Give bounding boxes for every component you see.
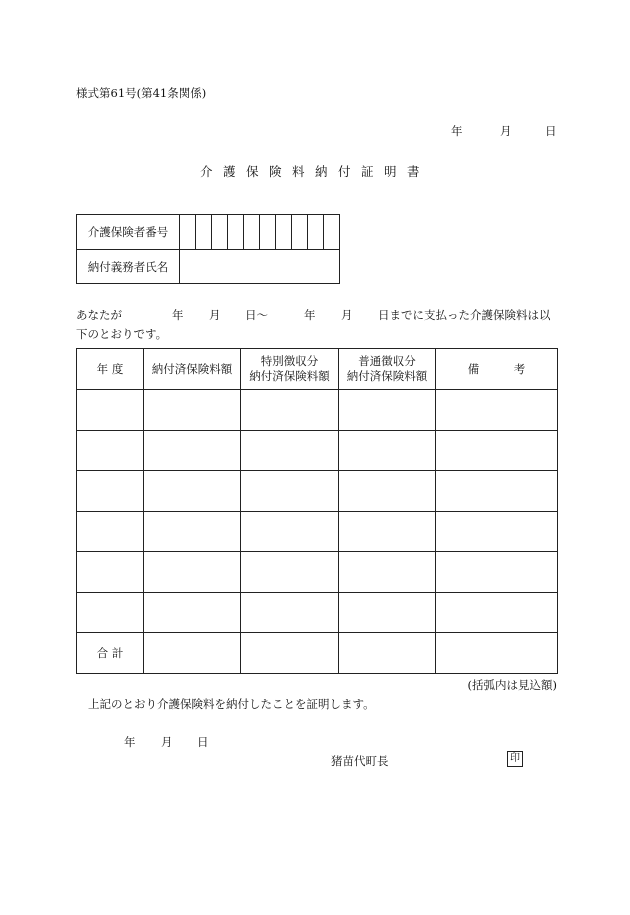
cell-fiscal-year[interactable] <box>77 592 144 633</box>
payment-table-row <box>77 471 558 512</box>
payment-table-total-row <box>77 633 558 674</box>
period-year2: 年 <box>304 308 316 322</box>
insurer-number-row <box>77 215 339 250</box>
payment-table-header <box>77 349 558 390</box>
cell-remarks[interactable] <box>436 592 558 633</box>
issuer-name: 猪苗代町長 <box>331 754 389 768</box>
period-year1: 年 <box>172 308 184 322</box>
insurer-number-digit-box[interactable] <box>308 215 324 249</box>
date-year-label: 年 <box>451 124 463 138</box>
cell-special-collection[interactable] <box>241 511 339 552</box>
insured-info-table <box>76 214 340 284</box>
cell-special-collection[interactable] <box>241 552 339 593</box>
cell-paid-amount[interactable] <box>144 430 241 471</box>
cell-remarks[interactable] <box>436 430 558 471</box>
cell-remarks[interactable] <box>436 511 558 552</box>
period-paragraph <box>76 306 560 344</box>
cell-fiscal-year[interactable] <box>77 430 144 471</box>
header-remarks: 備 考 <box>436 349 558 390</box>
period-prefix: あなたが <box>76 308 122 322</box>
cell-paid-amount[interactable] <box>144 592 241 633</box>
header-fiscal-year: 年 度 <box>77 349 144 390</box>
cell-paid-amount[interactable] <box>144 511 241 552</box>
cell-ordinary-collection[interactable] <box>339 592 436 633</box>
total-cell-ordinary-collection[interactable] <box>339 633 436 674</box>
cell-remarks[interactable] <box>436 471 558 512</box>
header-ordinary-collection: 普通徴収分 納付済保険料額 <box>339 349 436 390</box>
header-paid-amount: 納付済保険料額 <box>144 349 241 390</box>
payment-table <box>76 348 558 674</box>
date-month-label: 月 <box>500 124 512 138</box>
insurer-number-label: 介護保険者番号 <box>77 215 180 249</box>
cell-ordinary-collection[interactable] <box>339 430 436 471</box>
insurer-number-digit-box[interactable] <box>180 215 196 249</box>
payer-name-row <box>77 250 339 284</box>
cell-ordinary-collection[interactable] <box>339 511 436 552</box>
payment-table-row <box>77 552 558 593</box>
header-special-collection: 特別徴収分 納付済保険料額 <box>241 349 339 390</box>
insurer-number-digit-box[interactable] <box>260 215 276 249</box>
period-month2: 月 <box>341 308 353 322</box>
insurer-number-digit-box[interactable] <box>276 215 292 249</box>
cell-special-collection[interactable] <box>241 390 339 431</box>
cell-special-collection[interactable] <box>241 471 339 512</box>
payer-name-label: 納付義務者氏名 <box>77 250 180 284</box>
cell-fiscal-year[interactable] <box>77 390 144 431</box>
total-cell-special-collection[interactable] <box>241 633 339 674</box>
cell-special-collection[interactable] <box>241 592 339 633</box>
cell-remarks[interactable] <box>436 390 558 431</box>
footer-month-label: 月 <box>161 735 173 749</box>
insurer-number-digit-box[interactable] <box>228 215 244 249</box>
period-month1: 月 <box>209 308 221 322</box>
form-number: 様式第61号(第41条関係) <box>76 86 207 100</box>
insurer-number-digit-box[interactable] <box>196 215 212 249</box>
insurer-number-digit-box[interactable] <box>292 215 308 249</box>
period-suffix-line2: 下のとおりです。 <box>76 327 168 341</box>
payment-table-row <box>77 511 558 552</box>
cell-ordinary-collection[interactable] <box>339 390 436 431</box>
seal-mark: 印 <box>507 751 523 767</box>
insurer-number-digit-box[interactable] <box>212 215 228 249</box>
total-label: 合 計 <box>77 633 144 674</box>
cell-ordinary-collection[interactable] <box>339 552 436 593</box>
total-cell-remarks[interactable] <box>436 633 558 674</box>
period-day1: 日～ <box>245 308 268 322</box>
payment-table-row <box>77 592 558 633</box>
cell-fiscal-year[interactable] <box>77 471 144 512</box>
certification-statement: 上記のとおり介護保険料を納付したことを証明します。 <box>88 697 375 711</box>
insurer-number-digit-box[interactable] <box>244 215 260 249</box>
cell-paid-amount[interactable] <box>144 552 241 593</box>
insurer-number-digit-box[interactable] <box>324 215 340 249</box>
cell-fiscal-year[interactable] <box>77 552 144 593</box>
cell-special-collection[interactable] <box>241 430 339 471</box>
cell-remarks[interactable] <box>436 552 558 593</box>
period-suffix: 日までに支払った介護保険料は以 <box>378 308 551 322</box>
cell-paid-amount[interactable] <box>144 390 241 431</box>
payment-table-row <box>77 430 558 471</box>
cell-fiscal-year[interactable] <box>77 511 144 552</box>
payment-table-row <box>77 390 558 431</box>
date-day-label: 日 <box>545 124 557 138</box>
total-cell-paid-amount[interactable] <box>144 633 241 674</box>
estimate-note: (括弧内は見込額) <box>467 678 557 692</box>
cell-paid-amount[interactable] <box>144 471 241 512</box>
footer-day-label: 日 <box>197 735 209 749</box>
cell-ordinary-collection[interactable] <box>339 471 436 512</box>
footer-year-label: 年 <box>124 735 136 749</box>
document-title: 介護保険料納付証明書 <box>199 164 430 179</box>
